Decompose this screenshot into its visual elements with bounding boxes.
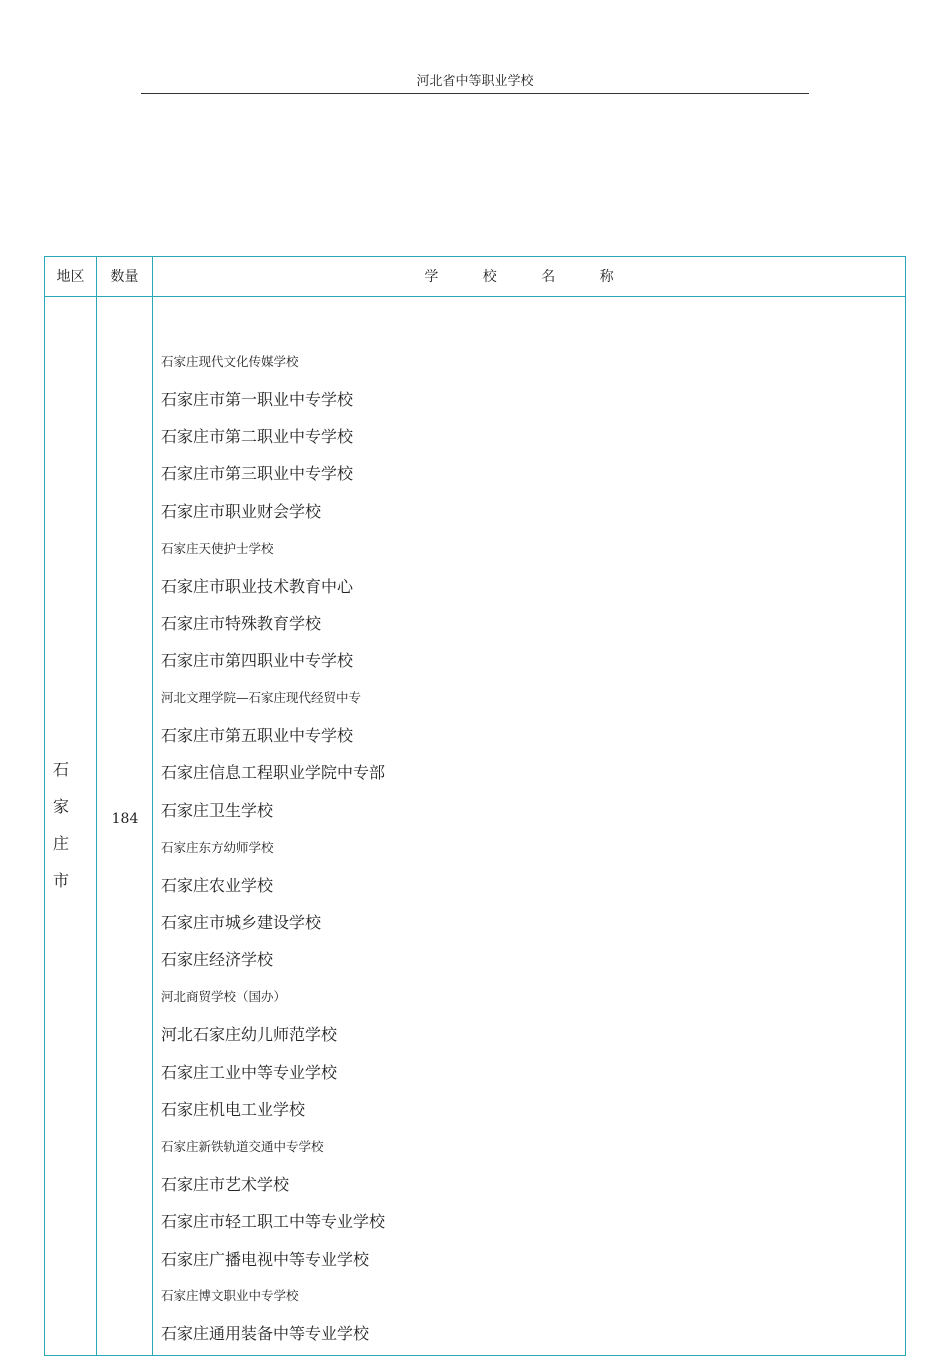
region-char: 石 — [53, 760, 70, 779]
school-name: 石家庄市第三职业中专学校 — [161, 464, 354, 484]
school-name: 石家庄通用装备中等专业学校 — [161, 1324, 370, 1344]
column-divider — [96, 257, 97, 1355]
page-header — [141, 70, 809, 94]
school-name: 河北商贸学校（国办） — [161, 989, 287, 1005]
count-cell: 184 — [111, 811, 139, 827]
school-name: 石家庄信息工程职业学院中专部 — [161, 763, 386, 783]
column-divider — [152, 257, 153, 1355]
school-list — [161, 342, 905, 1352]
region-char: 家 — [53, 797, 70, 816]
school-name: 石家庄市职业技术教育中心 — [161, 576, 354, 596]
region-char: 庄 — [53, 834, 70, 853]
school-name: 石家庄机电工业学校 — [161, 1100, 306, 1119]
school-name: 石家庄广播电视中等专业学校 — [161, 1249, 370, 1269]
school-name: 石家庄卫生学校 — [161, 800, 274, 820]
region-char: 市 — [53, 871, 70, 890]
school-name: 石家庄东方幼师学校 — [161, 839, 274, 855]
school-name: 石家庄市职业财会学校 — [161, 501, 322, 521]
school-name: 石家庄市第四职业中专学校 — [161, 651, 354, 671]
school-name: 石家庄市特殊教育学校 — [161, 613, 322, 633]
school-name: 石家庄工业中等专业学校 — [161, 1062, 338, 1082]
school-name: 石家庄市城乡建设学校 — [161, 913, 322, 933]
region-cell — [53, 751, 73, 899]
column-header-region: 地区 — [56, 269, 85, 285]
school-name: 石家庄市第一职业中专学校 — [161, 389, 354, 409]
school-name: 石家庄经济学校 — [161, 950, 274, 970]
school-name: 石家庄市艺术学校 — [161, 1174, 290, 1194]
school-name: 石家庄市第二职业中专学校 — [161, 426, 354, 446]
school-name: 石家庄市轻工职工中等专业学校 — [161, 1212, 386, 1232]
school-name: 石家庄市第五职业中专学校 — [161, 726, 354, 746]
school-name: 河北文理学院—石家庄现代经贸中专 — [161, 690, 362, 706]
column-header-count: 数量 — [110, 269, 139, 285]
schools-table — [44, 256, 906, 1356]
school-name: 石家庄天使护士学校 — [161, 540, 274, 556]
page-header-title: 河北省中等职业学校 — [416, 74, 534, 89]
school-name: 河北石家庄幼儿师范学校 — [161, 1025, 338, 1045]
school-name: 石家庄农业学校 — [161, 875, 274, 895]
column-header-school-name: 学 校 名 称 — [424, 269, 634, 285]
school-name: 石家庄新铁轨道交通中专学校 — [161, 1138, 324, 1154]
school-name: 石家庄博文职业中专学校 — [161, 1288, 299, 1304]
school-name: 石家庄现代文化传媒学校 — [161, 353, 299, 369]
